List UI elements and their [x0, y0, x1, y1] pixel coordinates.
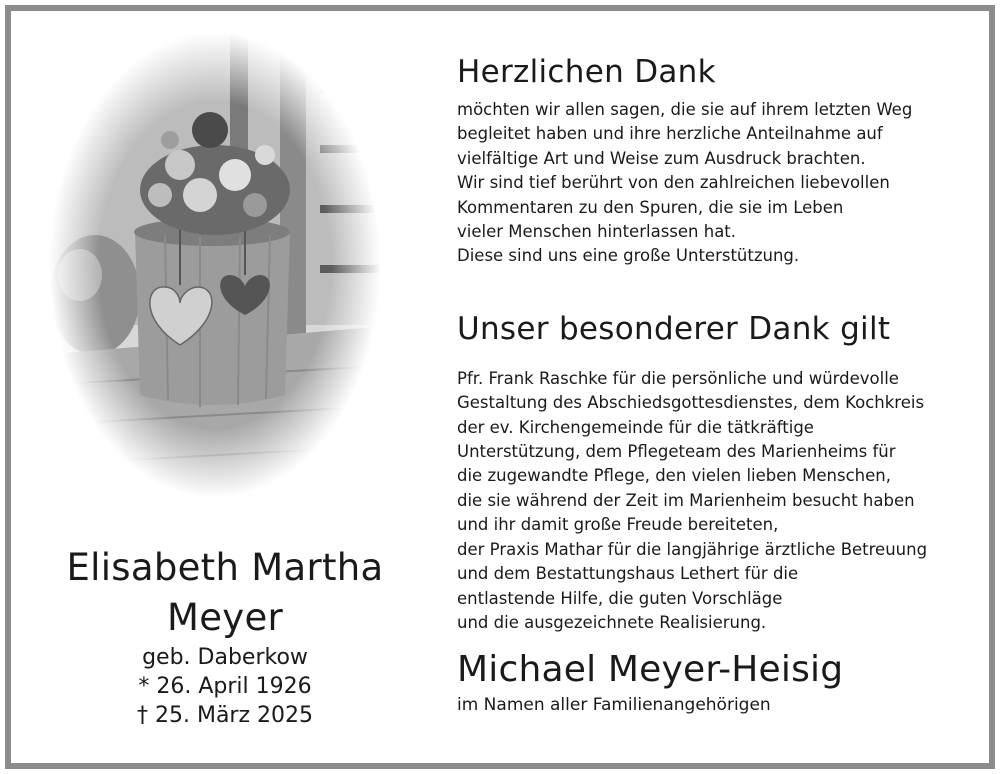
- memorial-photo: [40, 25, 400, 525]
- text-line: die sie während der Zeit im Marienheim besucht haben: [457, 490, 915, 510]
- text-line: und die ausgezeichnete Realisierung.: [457, 612, 767, 632]
- text-line: der ev. Kirchengemeinde für die tätkräftige: [457, 417, 814, 437]
- text-line: Gestaltung des Abschiedsgottesdienstes, dem Kochkreis: [457, 393, 925, 413]
- thanks-text: [457, 98, 957, 269]
- signer-subtitle: im Namen aller Familienangehörigen: [457, 695, 771, 716]
- deceased-name-line2: Meyer: [166, 596, 284, 639]
- text-line: der Praxis Mathar für die langjährige ärztliche Betreuung: [457, 539, 928, 559]
- maiden-name: geb. Daberkow: [142, 645, 308, 670]
- death-date: † 25. März 2025: [136, 703, 313, 728]
- deceased-name-line1: Elisabeth Martha: [66, 546, 384, 589]
- text-line: begleitet haben und ihre herzliche Anteilnahme auf: [457, 124, 883, 144]
- text-line: möchten wir allen sagen, die sie auf ihrem letzten Weg: [457, 100, 913, 119]
- thanks-column: [457, 52, 957, 717]
- special-thanks-heading: Unser besonderer Dank gilt: [457, 310, 891, 347]
- text-line: Unterstützung, dem Pflegeteam des Marienheims für: [457, 442, 896, 462]
- text-line: und dem Bestattungshaus Lethert für die: [457, 564, 799, 584]
- signer-name: Michael Meyer-Heisig: [457, 649, 844, 691]
- text-line: Kommentaren zu den Spuren, die sie im Leben: [457, 197, 844, 217]
- text-line: vielfältige Art und Weise zum Ausdruck brachten.: [457, 148, 866, 168]
- thanks-heading: Herzlichen Dank: [457, 54, 716, 90]
- text-line: Wir sind tief berührt von den zahlreichen liebevollen: [457, 173, 890, 193]
- deceased-info: [40, 543, 410, 730]
- birth-date: * 26. April 1926: [138, 674, 312, 699]
- special-thanks-text: [457, 367, 957, 635]
- text-line: Diese sind uns eine große Unterstützung.: [457, 246, 800, 266]
- text-line: entlastende Hilfe, die guten Vorschläge: [457, 588, 783, 608]
- text-line: vieler Menschen hinterlassen hat.: [457, 222, 737, 242]
- text-line: Pfr. Frank Raschke für die persönliche und würdevolle: [457, 368, 899, 388]
- text-line: die zugewandte Pflege, den vielen lieben Menschen,: [457, 466, 891, 486]
- text-line: und ihr damit große Freude bereiteten,: [457, 515, 779, 535]
